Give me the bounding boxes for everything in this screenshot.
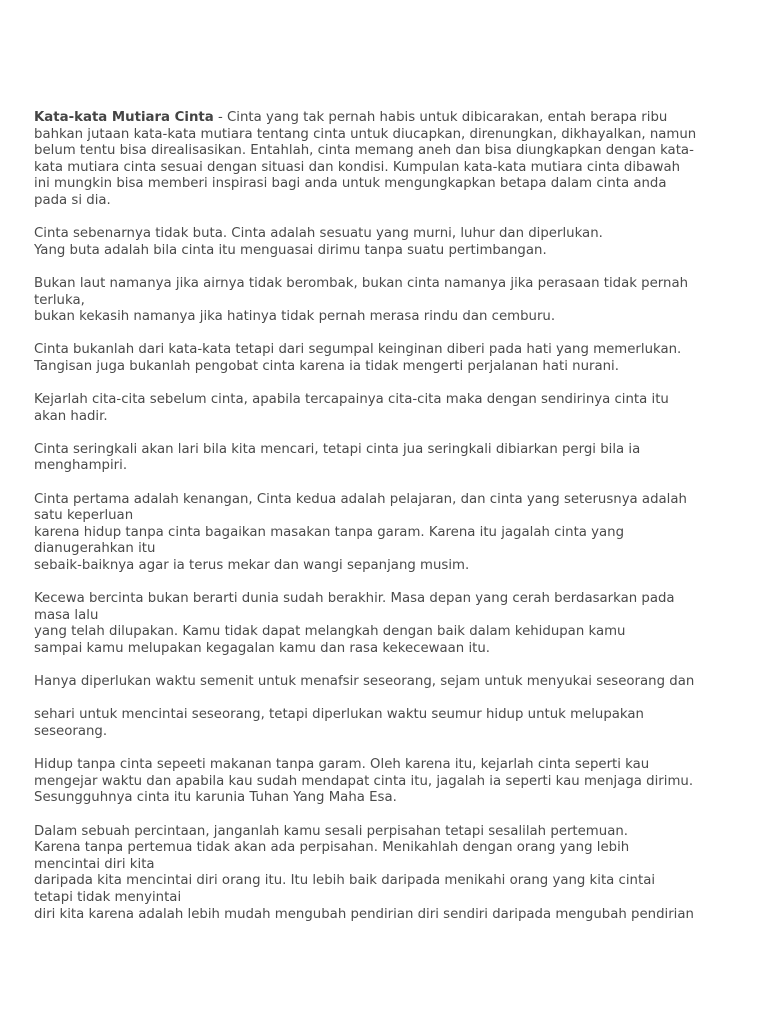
paragraph-line: akan hadir. bbox=[34, 408, 108, 424]
paragraph bbox=[34, 674, 724, 691]
paragraph-line: diri kita karena adalah lebih mudah mengubah pendirian diri sendiri daripada mengubah pendirian bbox=[34, 906, 694, 922]
paragraph-line: satu keperluan bbox=[34, 508, 134, 524]
paragraph-line: karena hidup tanpa cinta bagaikan masakan tanpa garam. Karena itu jagalah cinta yang bbox=[34, 524, 625, 540]
paragraph-line: Sesungguhnya cinta itu karunia Tuhan Yang Maha Esa. bbox=[34, 790, 397, 806]
paragraph-line: tetapi tidak menyintai bbox=[34, 889, 182, 905]
paragraph-line: ini mungkin bisa memberi inspirasi bagi anda untuk mengungkapkan betapa dalam cinta anda bbox=[34, 176, 667, 192]
paragraph-line: Cinta bukanlah dari kata-kata tetapi dari segumpal keinginan diberi pada hati yang memerlukan. bbox=[34, 342, 682, 358]
paragraph bbox=[34, 392, 724, 425]
paragraph-line: Yang buta adalah bila cinta itu menguasai dirimu tanpa suatu pertimbangan. bbox=[34, 242, 547, 258]
paragraph-line bbox=[34, 110, 724, 127]
paragraph-line: Kejarlah cita-cita sebelum cinta, apabila tercapainya cita-cita maka dengan sendirinya cinta itu bbox=[34, 392, 669, 408]
paragraph-line: Karena tanpa pertemua tidak akan ada perpisahan. Menikahlah dengan orang yang lebih bbox=[34, 840, 630, 856]
paragraph bbox=[34, 757, 724, 807]
paragraph-line: yang telah dilupakan. Kamu tidak dapat melangkah dengan baik dalam kehidupan kamu bbox=[34, 624, 626, 640]
paragraph-line: belum tentu bisa direalisasikan. Entahlah, cinta memang aneh dan bisa diungkapkan dengan kata- bbox=[34, 143, 694, 159]
paragraph-line: daripada kita mencintai diri orang itu. Itu lebih baik daripada menikahi orang yang kita cintai bbox=[34, 873, 656, 889]
paragraph-line: Hidup tanpa cinta sepeeti makanan tanpa garam. Oleh karena itu, kejarlah cinta seperti kau bbox=[34, 757, 650, 773]
paragraph-line: bahkan jutaan kata-kata mutiara tentang cinta untuk diucapkan, direnungkan, dikhayalkan, namun bbox=[34, 126, 697, 142]
paragraph bbox=[34, 342, 724, 375]
paragraph-line: mengejar waktu dan apabila kau sudah mendapat cinta itu, jagalah ia seperti kau menjaga dirimu. bbox=[34, 773, 694, 789]
paragraph bbox=[34, 591, 724, 657]
paragraph bbox=[34, 276, 724, 326]
paragraph-line: bukan kekasih namanya jika hatinya tidak pernah merasa rindu dan cemburu. bbox=[34, 309, 556, 325]
paragraph-line: sampai kamu melupakan kegagalan kamu dan rasa kekecewaan itu. bbox=[34, 641, 491, 656]
paragraph bbox=[34, 442, 724, 475]
paragraph-line: sebaik-baiknya agar ia terus mekar dan wangi sepanjang musim. bbox=[34, 558, 470, 574]
paragraph-line: mencintai diri kita bbox=[34, 856, 155, 872]
paragraph-line: Cinta pertama adalah kenangan, Cinta kedua adalah pelajaran, dan cinta yang seterusnya adalah bbox=[34, 491, 687, 507]
paragraph-line: Tangisan juga bukanlah pengobat cinta karena ia tidak mengerti perjalanan hati nurani. bbox=[34, 358, 619, 374]
paragraph bbox=[34, 707, 724, 740]
paragraph-line: masa lalu bbox=[34, 607, 99, 623]
document-title: Kata-kata Mutiara Cinta bbox=[34, 110, 214, 125]
paragraph-line: pada si dia. bbox=[34, 192, 111, 208]
paragraph-line: Cinta sebenarnya tidak buta. Cinta adalah sesuatu yang murni, luhur dan diperlukan. bbox=[34, 226, 603, 242]
paragraph-line: Bukan laut namanya jika airnya tidak berombak, bukan cinta namanya jika perasaan tidak pernah bbox=[34, 275, 689, 291]
paragraph-line: Cinta seringkali akan lari bila kita mencari, tetapi cinta jua seringkali dibiarkan pergi bila ia bbox=[34, 441, 641, 457]
paragraph-line: menghampiri. bbox=[34, 458, 128, 474]
paragraph-line: Hanya diperlukan waktu semenit untuk menafsir seseorang, sejam untuk menyukai seseorang dan bbox=[34, 674, 695, 690]
intro-line-text: - Cinta yang tak pernah habis untuk dibicarakan, entah berapa ribu bbox=[213, 110, 668, 125]
paragraph bbox=[34, 492, 724, 575]
paragraph-line: terluka, bbox=[34, 292, 85, 308]
paragraph-line: Dalam sebuah percintaan, janganlah kamu sesali perpisahan tetapi sesalilah pertemuan. bbox=[34, 823, 628, 839]
paragraph-line: seseorang. bbox=[34, 723, 108, 739]
paragraph-line: Kecewa bercinta bukan berarti dunia sudah berakhir. Masa depan yang cerah berdasarkan pada bbox=[34, 591, 675, 607]
paragraph-line: kata mutiara cinta sesuai dengan situasi dan kondisi. Kumpulan kata-kata mutiara cinta dibawah bbox=[34, 159, 681, 175]
paragraph-line: dianugerahkan itu bbox=[34, 541, 156, 557]
paragraph bbox=[34, 824, 724, 924]
paragraph bbox=[34, 226, 724, 259]
paragraph-intro bbox=[34, 110, 724, 210]
paragraph-line: sehari untuk mencintai seseorang, tetapi diperlukan waktu seumur hidup untuk melupakan bbox=[34, 707, 644, 723]
document-body bbox=[34, 110, 724, 940]
